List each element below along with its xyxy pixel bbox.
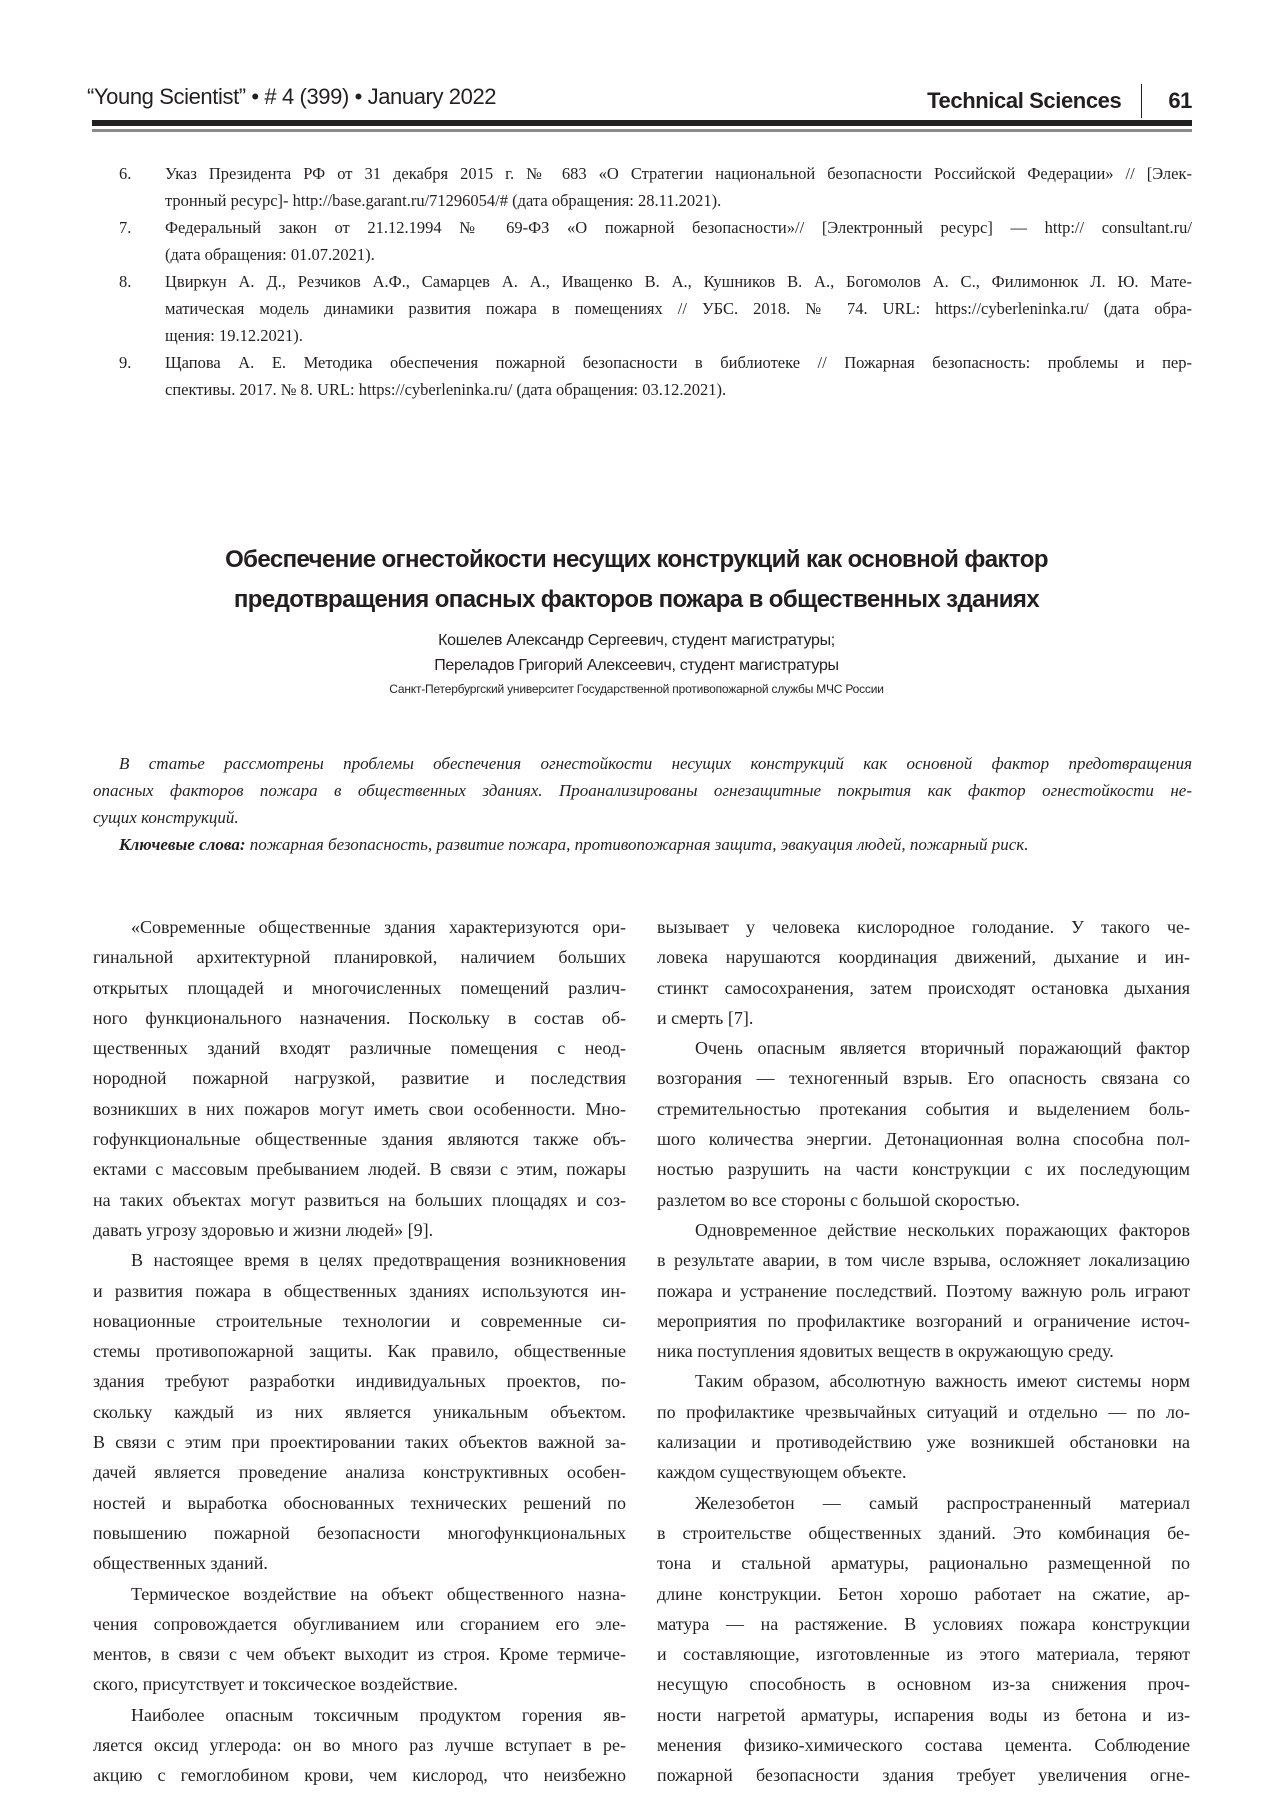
keywords-label: Ключевые слова: [119,835,246,854]
paragraph-line: скольку каждый из них является уникальным объектом. [93,1401,626,1422]
paragraph [657,1488,1190,1791]
paragraph-line: Железобетон — самый распространенный материал [695,1492,1190,1513]
paragraph-line: «Современные общественные здания характеризуются ори- [131,917,626,937]
paragraph [93,1700,626,1791]
keywords [93,831,1192,858]
running-header-right [927,84,1192,118]
paragraph-line: на таких объектах могут развиться на больших площадях и соз- [93,1189,626,1210]
paragraph-line: мероприятия по профилактике возгораний и ограничение источ- [657,1310,1190,1331]
paragraph-line: в строительстве общественных зданий. Это комбинация бе- [657,1522,1190,1543]
reference-line: Щапова А. Е. Методика обеспечения пожарной безопасности в библиотеке // Пожарная безопасность: проблемы и пер- [165,353,1192,372]
reference-item [119,268,1192,349]
paragraph-line: вызывает у человека кислородное голодание. У такого че- [657,917,1190,937]
paragraph-line: дачей является проведение анализа конструктивных особен- [93,1462,626,1483]
paragraph-line: ностей и выработка обоснованных технических решений по [93,1492,626,1513]
reference-line: спективы. 2017. № 8. URL: https://cyberleninka.ru/ (дата обращения: 03.12.2021). [165,380,727,399]
header-rule-thick [92,120,1192,126]
paragraph-line: давать угрозу здоровью и жизни людей» [9]. [93,1219,434,1240]
paragraph-line: в результате аварии, в том числе взрыва, осложняет локализацию [657,1250,1190,1271]
paragraph-line: В связи с этим при проектировании таких объектов важной за- [93,1432,626,1453]
paragraph-line: открытых площадей и многочисленных помещений различ- [93,977,626,998]
paragraph-line: стремительностью протекания события и выделением боль- [657,1098,1190,1119]
paragraph-line: ловека нарушаются координация движений, дыхание и ин- [657,947,1190,968]
paragraph-line: шого количества энергии. Детонационная волна способна пол- [657,1129,1190,1150]
paragraph-line: новационные строительные технологии и современные си- [93,1310,626,1331]
author: Переладов Григорий Алексеевич, студент магистратуры [434,657,839,674]
reference-line: тронный ресурс]- http://base.garant.ru/71296054/# (дата обращения: 28.11.2021). [165,191,722,210]
paragraph [657,1033,1190,1215]
paragraph-line: несущую способность в основном из-за снижения проч- [657,1674,1190,1695]
paragraph-line: Термическое воздействие на объект общественного назна- [131,1583,626,1604]
title-line: Обеспечение огнестойкости несущих конструкций как основной фактор [225,546,1048,573]
paragraph-line: возникших в них пожаров могут иметь свои особенности. Мно- [93,1098,626,1119]
paragraph [93,1245,626,1578]
paragraph-line: и развития пожара в общественных зданиях используются ин- [93,1280,626,1301]
author: Кошелев Александр Сергеевич, студент магистратуры; [438,632,835,649]
paragraph-line: стинкт самосохранения, затем происходят остановка дыхания [657,977,1190,998]
page-number: 61 [1168,88,1192,113]
paragraph-line: кализации и противодействию уже возникшей обстановки на [657,1432,1190,1453]
title-line: предотвращения опасных факторов пожара в общественных зданиях [233,586,1040,613]
paragraph-line: щественных зданий входят различные помещения с неод- [93,1038,626,1059]
paragraph-line: здания требуют разработки индивидуальных проектов, по- [93,1371,626,1392]
reference-list [119,160,1192,403]
article-authors [0,628,1273,700]
paragraph-line: ляется оксид углерода: он во много раз лучше вступает в ре- [93,1735,626,1756]
paragraph-line: ности нагретой арматуры, испарения воды из бетона и из- [657,1704,1190,1725]
reference-item [119,349,1192,403]
paragraph-line: по профилактике чрезвычайных ситуаций и отдельно — по ло- [657,1401,1190,1422]
paragraph-line: разлетом во все стороны с большой скоростью. [657,1189,1020,1210]
reference-number: 8. [119,272,132,291]
reference-line: Указ Президента РФ от 31 декабря 2015 г. № 683 «О Стратегии национальной безопасности Российской Федерации» // [Элек- [165,164,1192,183]
paragraph-line: ного функционального назначения. Поскольку в состав об- [93,1007,626,1028]
header-divider [1141,84,1142,118]
paragraph-line: Таким образом, абсолютную важность имеют системы норм [695,1371,1190,1392]
paragraph-line: В настоящее время в целях предотвращения возникновения [131,1250,626,1271]
paragraph-line: тона и стальной арматуры, рационально размещенной по [657,1553,1190,1574]
paragraph-line: каждом существующем объекте. [657,1462,907,1483]
paragraph-line: Очень опасным является вторичный поражающий фактор [695,1038,1190,1059]
paragraph [657,1215,1190,1366]
reference-line: матическая модель динамики развития пожара в помещениях // УБС. 2018. № 74. URL: https://cyberleninka.ru/ (дата обра- [165,299,1192,318]
paragraph-line: Наиболее опасным токсичным продуктом горения яв- [131,1704,626,1725]
paragraph-line: длине конструкции. Бетон хорошо работает на сжатие, ар- [657,1583,1190,1604]
abstract [93,750,1192,858]
paragraph-line: ектами с массовым пребыванием людей. В связи с этим, пожары [93,1159,626,1180]
paragraph-line: стемы противопожарной защиты. Как правило, общественные [93,1341,626,1362]
abstract-line: опасных факторов пожара в общественных зданиях. Проанализированы огнезащитные покрытия как фактор огнестойкости не- [93,781,1192,800]
running-header-journal: “Young Scientist” • # 4 (399) • January 2022 [87,84,497,109]
paragraph-line: пожарной безопасности здания требует увеличения огне- [657,1765,1190,1786]
paragraph-line: и составляющие, изготовленные из этого материала, теряют [657,1644,1190,1665]
abstract-line: сущих конструкций. [93,808,239,827]
paragraph-line: пожара и устранение последствий. Поэтому важную роль играют [657,1280,1190,1301]
paragraph-line: Одновременное действие нескольких поражающих факторов [695,1219,1190,1240]
paragraph [93,1579,626,1700]
paragraph-line: чения сопровождается обугливанием или сгоранием его эле- [93,1613,626,1634]
paragraph-line: и смерть [7]. [657,1007,754,1028]
paragraph [657,912,1190,1033]
paragraph-line: гинальной архитектурной планировкой, наличием больших [93,947,626,968]
paragraph-line: ского, присутствует и токсическое воздействие. [93,1674,458,1695]
body-column-right [657,912,1190,1791]
body-column-left [93,912,626,1791]
paragraph [657,1366,1190,1487]
reference-number: 6. [119,164,132,183]
reference-number: 9. [119,353,132,372]
paragraph-line: менения физико-химического состава цемента. Соблюдение [657,1735,1190,1756]
reference-line: (дата обращения: 01.07.2021). [165,245,375,264]
keywords-text: пожарная безопасность, развитие пожара, противопожарная защита, эвакуация людей, пожарный риск. [245,835,1029,854]
header-rule-thin [92,129,1192,132]
paragraph-line: повышению пожарной безопасности многофункциональных [93,1522,626,1543]
reference-number: 7. [119,218,132,237]
paragraph-line: ностью разрушить на части конструкции с их последующим [657,1159,1190,1180]
reference-item [119,160,1192,214]
paragraph-line: гофункциональные общественные здания являются также объ- [93,1129,626,1150]
paragraph-line: матура — на растяжение. В условиях пожара конструкции [657,1613,1190,1634]
abstract-line: В статье рассмотрены проблемы обеспечения огнестойкости несущих конструкций как основной фактор предотвращения [119,754,1192,773]
paragraph-line: акцию с гемоглобином крови, чем кислород, что неизбежно [93,1765,626,1786]
reference-line: щения: 19.12.2021). [165,326,303,345]
section-name: Technical Sciences [927,88,1122,113]
reference-item [119,214,1192,268]
paragraph-line: нородной пожарной нагрузкой, развитие и последствия [93,1068,626,1089]
article-title [0,540,1273,620]
paragraph-line: ника поступления ядовитых веществ в окружающую среду. [657,1341,1114,1362]
paragraph-line: ментов, в связи с чем объект выходит из строя. Кроме термиче- [93,1644,626,1665]
affiliation: Санкт-Петербургский университет Государственной противопожарной службы МЧС России [389,682,884,696]
reference-line: Федеральный закон от 21.12.1994 № 69-ФЗ «О пожарной безопасности»// [Электронный ресурс] — http:// consultant.ru/ [165,218,1192,237]
reference-line: Цвиркун А. Д., Резчиков А.Ф., Самарцев А. А., Иващенко В. А., Кушников В. А., Богомолов А. С., Филимонюк Л. Ю. Мате- [165,272,1192,291]
paragraph [93,912,626,1245]
paragraph-line: возгорания — техногенный взрыв. Его опасность связана со [657,1068,1190,1089]
paragraph-line: общественных зданий. [93,1553,268,1574]
